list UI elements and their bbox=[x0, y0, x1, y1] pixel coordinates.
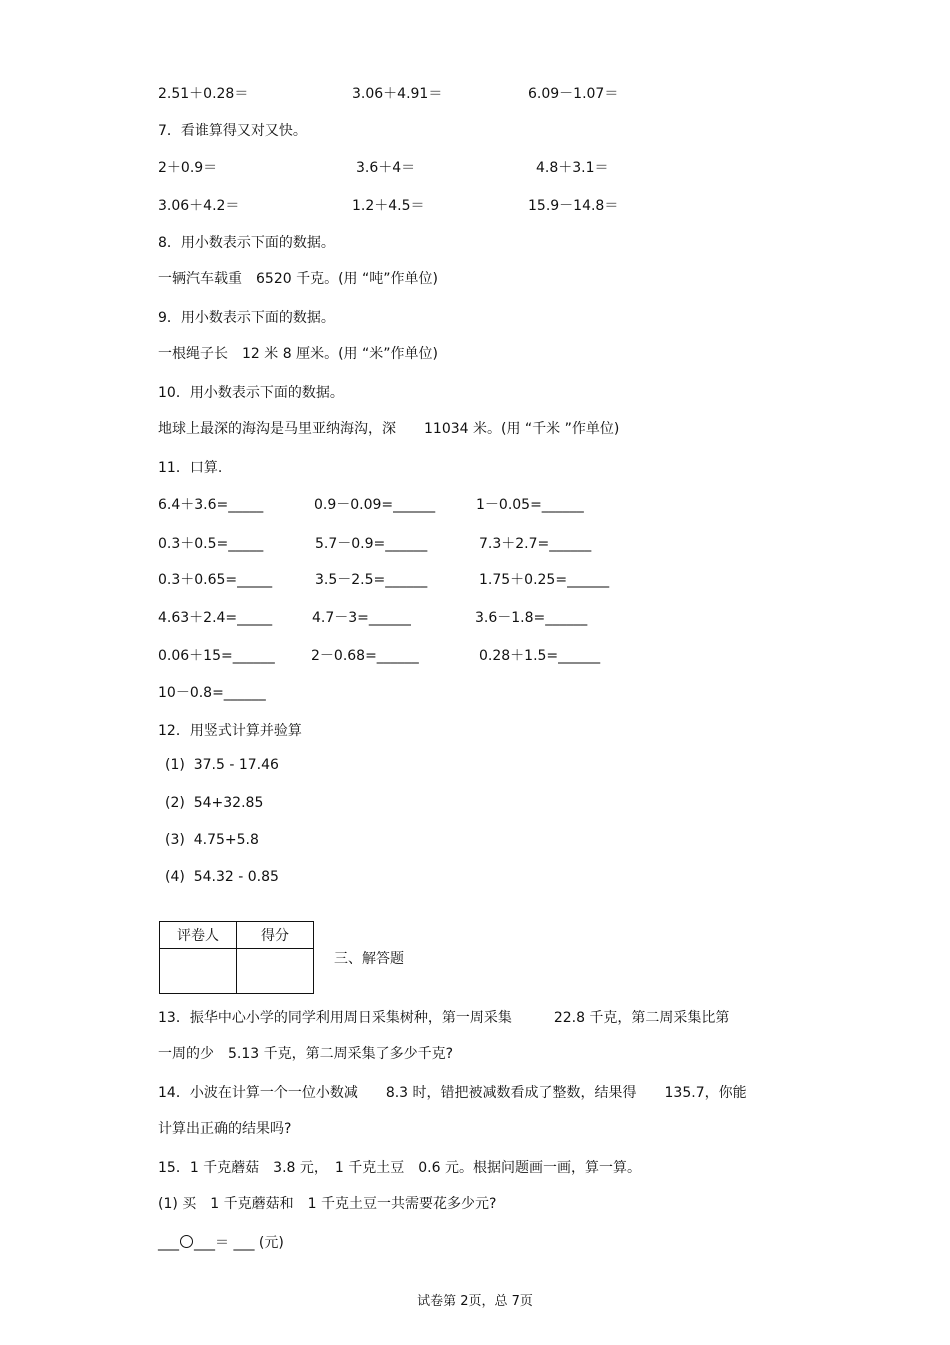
q12-item: (4) 54.32 - 0.85 bbox=[165, 869, 279, 885]
q15-answer-line bbox=[158, 1233, 284, 1253]
score-table bbox=[159, 921, 314, 994]
q7-title: 7．看谁算得又对又快。 bbox=[158, 123, 307, 139]
q11-expr: 1.75＋0.25=______ bbox=[479, 572, 610, 588]
q11-expr: 0.3＋0.65=_____ bbox=[158, 572, 273, 588]
q12-title: 12．用竖式计算并验算 bbox=[158, 723, 302, 739]
q8-text: 一辆汽车载重 6520 千克。(用 “吨”作单位) bbox=[158, 271, 438, 287]
q11-expr: 0.28＋1.5=______ bbox=[479, 648, 601, 664]
q12-item: (3) 4.75+5.8 bbox=[165, 832, 259, 848]
q8-title: 8．用小数表示下面的数据。 bbox=[158, 235, 335, 251]
q15-line1: 15．1 千克蘑菇 3.8 元， 1 千克土豆 0.6 元。根据问题画一画，算一算。 bbox=[158, 1160, 641, 1176]
q6-expr-1: 2.51＋0.28＝ bbox=[158, 86, 249, 102]
q12-item: (2) 54+32.85 bbox=[165, 795, 264, 811]
q6-expr-3: 6.09－1.07＝ bbox=[528, 86, 619, 102]
q7-expr: 2＋0.9＝ bbox=[158, 160, 218, 176]
q11-expr: 4.63＋2.4=_____ bbox=[158, 610, 273, 626]
unit-label: (元) bbox=[258, 1235, 284, 1251]
q7-expr: 3.06＋4.2＝ bbox=[158, 198, 240, 214]
q11-expr: 7.3＋2.7=______ bbox=[479, 536, 592, 552]
q11-expr: 3.6－1.8=______ bbox=[475, 610, 588, 626]
q9-text: 一根绳子长 12 米 8 厘米。(用 “米”作单位) bbox=[158, 346, 438, 362]
q11-expr-last: 10－0.8=______ bbox=[158, 685, 266, 701]
q11-expr: 3.5－2.5=______ bbox=[315, 572, 428, 588]
q11-expr: 6.4＋3.6=_____ bbox=[158, 497, 264, 513]
q11-expr: 1－0.05=______ bbox=[476, 497, 584, 513]
q11-expr: 0.9－0.09=______ bbox=[314, 497, 436, 513]
operator-circle-icon[interactable] bbox=[180, 1235, 193, 1248]
q9-title: 9．用小数表示下面的数据。 bbox=[158, 310, 335, 326]
q11-expr: 2－0.68=______ bbox=[311, 648, 419, 664]
q13-line2: 一周的少 5.13 千克，第二周采集了多少千克? bbox=[158, 1046, 454, 1062]
score-header: 得分 bbox=[237, 922, 314, 949]
q13-line1: 13．振华中心小学的同学利用周日采集树种，第一周采集 22.8 千克，第二周采集比第 bbox=[158, 1010, 730, 1026]
q7-expr: 1.2＋4.5＝ bbox=[352, 198, 425, 214]
grader-cell bbox=[160, 949, 237, 994]
q11-expr: 5.7－0.9=______ bbox=[315, 536, 428, 552]
q11-title: 11．口算. bbox=[158, 460, 223, 476]
page-footer: 试卷第 2页，总 7页 bbox=[417, 1294, 533, 1309]
grader-header: 评卷人 bbox=[160, 922, 237, 949]
q14-line2: 计算出正确的结果吗? bbox=[158, 1121, 292, 1137]
q6-expr-2: 3.06＋4.91＝ bbox=[352, 86, 443, 102]
q11-expr: 4.7－3=______ bbox=[312, 610, 411, 626]
q7-expr: 3.6＋4＝ bbox=[356, 160, 416, 176]
q11-expr: 0.06＋15=______ bbox=[158, 648, 275, 664]
score-cell bbox=[237, 949, 314, 994]
answer-blank[interactable]: ___＝ ___ bbox=[194, 1235, 255, 1251]
q10-text: 地球上最深的海沟是马里亚纳海沟，深 11034 米。(用 “千米 ”作单位) bbox=[158, 421, 620, 437]
q10-title: 10．用小数表示下面的数据。 bbox=[158, 385, 344, 401]
q14-line1: 14．小波在计算一个一位小数减 8.3 时，错把被减数看成了整数，结果得 135.7，你能 bbox=[158, 1085, 747, 1101]
q15-sub1: (1) 买 1 千克蘑菇和 1 千克土豆一共需要花多少元? bbox=[158, 1196, 497, 1212]
q12-item: (1) 37.5 - 17.46 bbox=[165, 757, 279, 773]
q11-expr: 0.3＋0.5=_____ bbox=[158, 536, 264, 552]
answer-blank[interactable]: ___ bbox=[158, 1235, 179, 1251]
section-title: 三、解答题 bbox=[334, 951, 404, 967]
q7-expr: 4.8＋3.1＝ bbox=[536, 160, 609, 176]
q7-expr: 15.9－14.8＝ bbox=[528, 198, 619, 214]
